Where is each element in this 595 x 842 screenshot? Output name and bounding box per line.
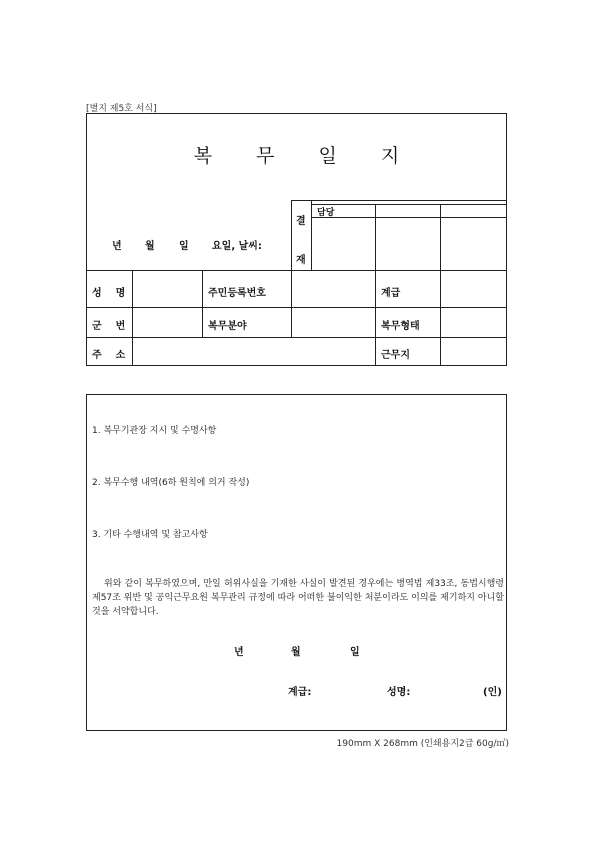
- sign-month-label: 월: [291, 647, 301, 658]
- seal-mark: (인): [483, 687, 502, 698]
- approval-col-divider: [311, 200, 312, 270]
- approval-head-bottom: [311, 217, 506, 218]
- service-number-label: 군 번: [92, 321, 126, 332]
- sign-year-label: 년: [234, 647, 244, 658]
- name-label: 성 명: [92, 288, 126, 299]
- sign-name-label: 성명:: [387, 687, 411, 698]
- item-other-notes: 3. 기타 수행내역 및 참고사항: [92, 530, 208, 540]
- approval-head-line: [311, 204, 506, 205]
- month-label: 월: [145, 241, 155, 252]
- approval-col-divider-2: [375, 204, 376, 270]
- info-col-2: [202, 270, 203, 337]
- content-box: [86, 394, 507, 731]
- item-instructions: 1. 복무기관장 지시 및 수명사항: [92, 426, 217, 436]
- address-label: 주 소: [92, 350, 126, 361]
- info-row-divider-2: [86, 337, 507, 338]
- info-col-4: [375, 270, 376, 366]
- approval-jae-label: 재: [296, 255, 306, 266]
- sign-rank-label: 계급:: [288, 687, 312, 698]
- approval-top-border: [291, 200, 506, 201]
- sign-day-label: 일: [350, 647, 360, 658]
- service-field-label: 복무분야: [208, 321, 247, 332]
- form-number-label: [별지 제5호 서식]: [86, 104, 157, 114]
- info-col-3: [291, 270, 292, 337]
- day-label: 일: [179, 241, 189, 252]
- info-row-divider: [86, 307, 507, 308]
- rank-label: 계급: [381, 288, 401, 299]
- weekday-weather-label: 요일, 날씨:: [212, 241, 262, 252]
- rrn-label: 주민등록번호: [208, 288, 266, 299]
- info-col-1: [132, 270, 133, 366]
- item-duty-performance: 2. 복무수행 내역(6하 원칙에 의거 작성): [92, 478, 250, 488]
- pledge-text: 위와 같이 복무하였으며, 만일 허위사실을 기재한 사실이 발견된 경우에는 병역법 제33조, 동법시행령 제57조 위반 및 공익근무요원 복무관리 규정에 따라 어떠한 불이익한 처분이라도 이의를 제기하지 아니할 것을 서약합니다.: [92, 579, 504, 617]
- paper-spec-footer: 190mm X 268mm (인쇄용지2급 60g/㎡): [336, 739, 509, 749]
- workplace-label: 근무지: [381, 350, 410, 361]
- approval-gyeol-label: 결: [296, 216, 306, 227]
- approval-col-divider-3: [440, 204, 441, 270]
- service-type-label: 복무형태: [381, 321, 420, 332]
- approval-damdang-label: 담당: [317, 208, 335, 218]
- year-label: 년: [112, 241, 122, 252]
- info-table-top: [86, 270, 507, 271]
- page-title: 복무일지: [193, 145, 444, 167]
- info-col-5: [440, 270, 441, 366]
- approval-left-border: [291, 200, 292, 270]
